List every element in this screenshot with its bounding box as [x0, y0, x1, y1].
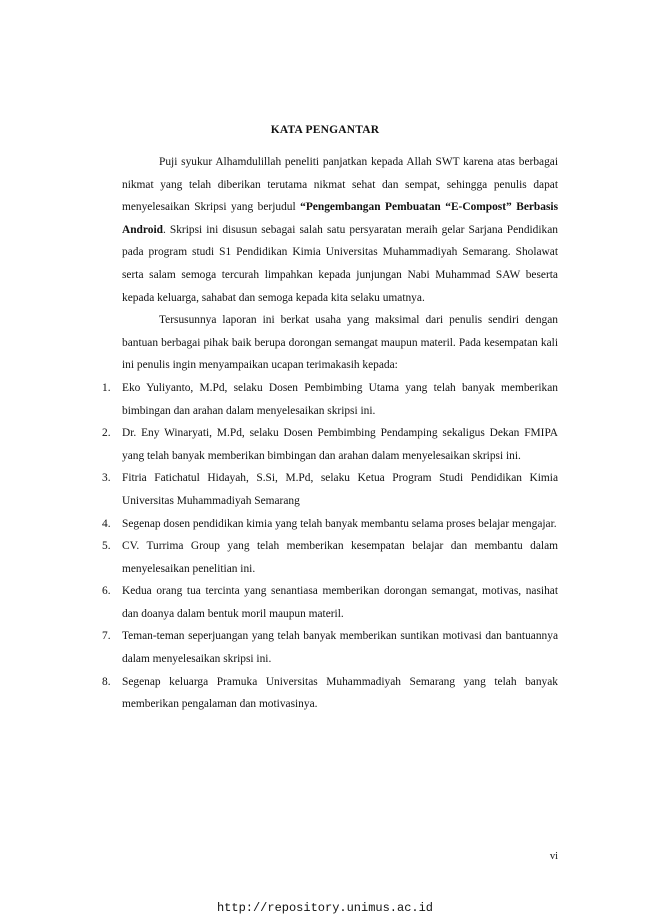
document-body — [102, 151, 558, 716]
list-text: Segenap dosen pendidikan kimia yang telah banyak membantu selama proses belajar mengajar. — [122, 517, 557, 530]
thesis-title: “Pengembangan Pembuatan “E-Compost” Berbasis Android — [122, 201, 558, 236]
list-item — [102, 422, 558, 467]
acknowledgement-list — [102, 377, 558, 716]
list-item — [102, 671, 558, 716]
list-number: 2. — [102, 427, 111, 440]
page-title: KATA PENGANTAR — [270, 124, 380, 136]
list-text: Dr. Eny Winaryati, M.Pd, selaku Dosen Pembimbing Pendamping sekaligus Dekan FMIPA yang telah banyak memberikan bimbingan dan arahan dalam menyelesaikan skripsi ini. — [122, 427, 558, 462]
list-item — [102, 377, 558, 422]
list-item — [102, 580, 558, 625]
intro-text-before: Puji syukur Alhamdulillah peneliti panjatkan kepada Allah SWT karena atas berbagai nikmat yang telah diberikan terutama nikmat sehat dan sempat, sehingga penulis dapat menyelesaikan Skripsi yang berjudul — [122, 156, 558, 214]
list-number: 1. — [102, 381, 111, 394]
list-number: 3. — [102, 472, 111, 485]
list-item — [102, 535, 558, 580]
repository-url-link[interactable]: http://repository.unimus.ac.id — [216, 901, 434, 915]
list-text: Segenap keluarga Pramuka Universitas Muhammadiyah Semarang yang telah banyak memberikan pengalaman dan motivasinya. — [122, 675, 558, 711]
list-number: 8. — [102, 675, 111, 688]
intro-text-after: . Skripsi ini disusun sebagai salah satu persyaratan meraih gelar Sarjana Pendidikan pada program studi S1 Pendidikan Kimia Universitas Muhammadiyah Semarang. Sholawat serta salam semoga tercurah limpahkan kepada junjungan Nabi Muhammad SAW beserta kepada keluarga, sahabat dan semoga kepada kita selaku umatnya. — [122, 223, 558, 304]
list-number: 4. — [102, 517, 111, 530]
list-number: 5. — [102, 540, 111, 553]
thanks-intro-paragraph: Tersusunnya laporan ini berkat usaha yang maksimal dari penulis sendiri dengan bantuan berbagai pihak baik berupa dorongan semangat maupun materil. Pada kesempatan kali ini penulis ingin menyampaikan ucapan terimakasih kepada: — [122, 314, 558, 372]
list-text: Eko Yuliyanto, M.Pd, selaku Dosen Pembimbing Utama yang telah banyak memberikan bimbingan dan arahan dalam menyelesaikan skripsi ini. — [122, 381, 558, 417]
list-text: Fitria Fatichatul Hidayah, S.Si, M.Pd, selaku Ketua Program Studi Pendidikan Kimia Universitas Muhammadiyah Semarang — [122, 472, 558, 507]
intro-paragraph — [122, 151, 558, 309]
list-text: CV. Turrima Group yang telah memberikan kesempatan belajar dan membantu dalam menyelesaikan penelitian ini. — [122, 540, 558, 575]
list-text: Teman-teman seperjuangan yang telah banyak memberikan suntikan motivasi dan bantuannya dalam menyelesaikan skripsi ini. — [122, 630, 558, 666]
list-number: 7. — [102, 630, 111, 643]
list-item — [102, 513, 558, 536]
list-number: 6. — [102, 585, 111, 598]
list-text: Kedua orang tua tercinta yang senantiasa memberikan dorongan semangat, motivas, nasihat dan doanya dalam bentuk moril maupun materil. — [122, 585, 558, 620]
page-number: vi — [549, 851, 558, 862]
list-item — [102, 625, 558, 670]
list-item — [102, 467, 558, 512]
